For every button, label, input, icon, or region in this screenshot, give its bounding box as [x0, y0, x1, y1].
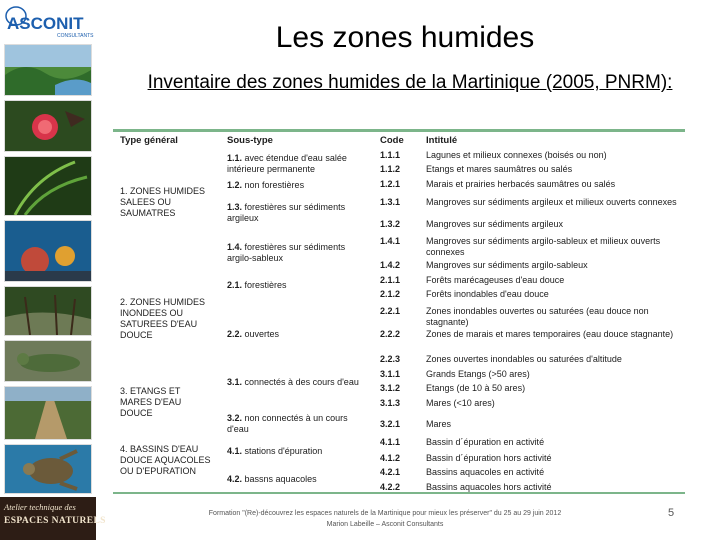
footer-line-1: Formation "(Re)-découvrez les espaces naturels de la Martinique pour mieux les préserver" du 25 au 29 juin 2012 — [208, 510, 562, 517]
sous-type-3-1: 3.1. connectés à des cours d'eau — [227, 377, 359, 387]
row-code: 2.1.1 — [380, 275, 401, 285]
general-type-3: 3. ETANGS ET MARES D'EAU DOUCE — [120, 386, 182, 418]
sous-type-2-1-clipped: 2.1. forestières — [227, 280, 287, 290]
row-code: 1.1.2 — [380, 164, 401, 174]
row-intitule: Etangs et mares saumâtres ou salés — [426, 164, 573, 174]
sous-type-1-1: 1.1. avec étendue d'eau salée intérieure permanente — [227, 153, 347, 174]
row-intitule: Bassins aquacoles hors activité — [426, 482, 552, 492]
photo-boardwalk-icon — [4, 386, 92, 440]
sous-type-1-2: 1.2. non forestières — [227, 180, 305, 190]
row-code: 1.4.2 — [380, 260, 401, 270]
row-intitule: Mangroves sur sédiments argileux — [426, 219, 564, 229]
row-code: 4.1.2 — [380, 453, 401, 463]
sous-type-4-2: 4.2. bassns aquacoles — [227, 474, 317, 484]
row-intitule: Mares — [426, 419, 452, 429]
row-intitule: Bassin d´épuration en activité — [426, 437, 545, 447]
sous-type-3-2: 3.2. non connectés à un cours d'eau — [227, 413, 348, 434]
row-intitule: Forêts inondables d'eau douce — [426, 289, 549, 299]
row-code: 2.2.3 — [380, 354, 401, 364]
row-code: 4.1.1 — [380, 437, 401, 447]
row-intitule: Mangroves sur sédiments argilo-sableux — [426, 260, 588, 270]
row-code: 4.2.1 — [380, 467, 401, 477]
wetlands-table — [113, 129, 685, 494]
row-intitule: Bassins aquacoles en activité — [426, 467, 545, 477]
footer-line-2: Marion Labeille – Asconit Consultants — [326, 521, 444, 528]
row-intitule: Etangs (de 10 à 50 ares) — [426, 383, 526, 393]
sous-type-1-4: 1.4. forestières sur sédiments argilo-sableux — [227, 242, 346, 263]
row-code: 1.3.2 — [380, 219, 401, 229]
row-code: 1.1.1 — [380, 150, 401, 160]
general-type-4: 4. BASSINS D'EAU DOUCE AQUACOLES OU D'EPURATION — [120, 444, 211, 476]
row-intitule: Zones ouvertes inondables ou saturées d'altitude — [426, 354, 622, 364]
row-intitule: Forêts marécageuses d'eau douce — [426, 275, 565, 285]
row-code: 3.2.1 — [380, 419, 401, 429]
table-top-rule — [113, 129, 685, 132]
svg-text:ASCONIT: ASCONIT — [7, 14, 84, 33]
row-intitule: Lagunes et milieux connexes (boisés ou non) — [426, 150, 607, 160]
header-code: Code — [380, 135, 404, 146]
general-type-1: 1. ZONES HUMIDES SALEES OU SAUMATRES — [120, 186, 206, 218]
header-sous-type: Sous-type — [227, 135, 273, 146]
slide-subtitle: Inventaire des zones humides de la Martinique (2005, PNRM): — [147, 72, 673, 93]
asconit-logo — [2, 2, 94, 42]
photo-sea-turtle-icon — [4, 444, 92, 494]
row-code: 3.1.1 — [380, 369, 401, 379]
header-intitule: Intitulé — [426, 135, 458, 146]
header-type-general: Type général — [120, 135, 178, 146]
row-intitule: Mares (<10 ares) — [426, 398, 495, 408]
photo-fern-icon — [4, 156, 92, 216]
row-code: 1.3.1 — [380, 197, 401, 207]
sous-type-4-1: 4.1. stations d'épuration — [227, 446, 323, 456]
slide-title: Les zones humides — [275, 21, 535, 54]
row-intitule: Bassin d´épuration hors activité — [426, 453, 552, 463]
row-intitule: Zones inondables ouvertes ou saturées (eau douce non stagnante) — [426, 306, 649, 327]
ateliers-espaces-naturels-logo: Atelier technique des ESPACES NATURELS — [0, 497, 96, 540]
row-code: 3.1.3 — [380, 398, 401, 408]
row-code: 3.1.2 — [380, 383, 401, 393]
sidebar — [0, 0, 106, 540]
row-intitule: Zones de marais et mares temporaires (eau douce stagnante) — [426, 329, 674, 339]
row-code: 2.1.2 — [380, 289, 401, 299]
photo-mangrove-icon — [4, 286, 92, 336]
row-intitule: Mangroves sur sédiments argilo-sableux et milieux ouverts connexes — [426, 236, 661, 257]
row-code: 2.2.2 — [380, 329, 401, 339]
row-intitule: Mangroves sur sédiments argileux et milieux ouverts connexes — [426, 197, 677, 207]
photo-coral-reef-icon — [4, 220, 92, 282]
photo-iguana-icon — [4, 340, 92, 382]
general-type-2: 2. ZONES HUMIDES INONDEES OU SATUREES D'EAU DOUCE — [120, 297, 206, 340]
photo-flower-icon — [4, 100, 92, 152]
photo-coastline-icon — [4, 44, 92, 96]
row-code: 2.2.1 — [380, 306, 401, 316]
page-number: 5 — [668, 507, 675, 519]
row-code: 1.2.1 — [380, 179, 401, 189]
svg-text:CONSULTANTS: CONSULTANTS — [57, 33, 94, 39]
row-intitule: Grands Etangs (>50 ares) — [426, 369, 530, 379]
row-code: 4.2.2 — [380, 482, 401, 492]
row-intitule: Marais et prairies herbacés saumâtres ou salés — [426, 179, 616, 189]
footer — [170, 508, 600, 530]
row-code: 1.4.1 — [380, 236, 401, 246]
table-bottom-rule — [113, 492, 685, 494]
sous-type-2-2: 2.2. ouvertes — [227, 329, 280, 339]
sous-type-1-3: 1.3. forestières sur sédiments argileux — [227, 202, 346, 223]
